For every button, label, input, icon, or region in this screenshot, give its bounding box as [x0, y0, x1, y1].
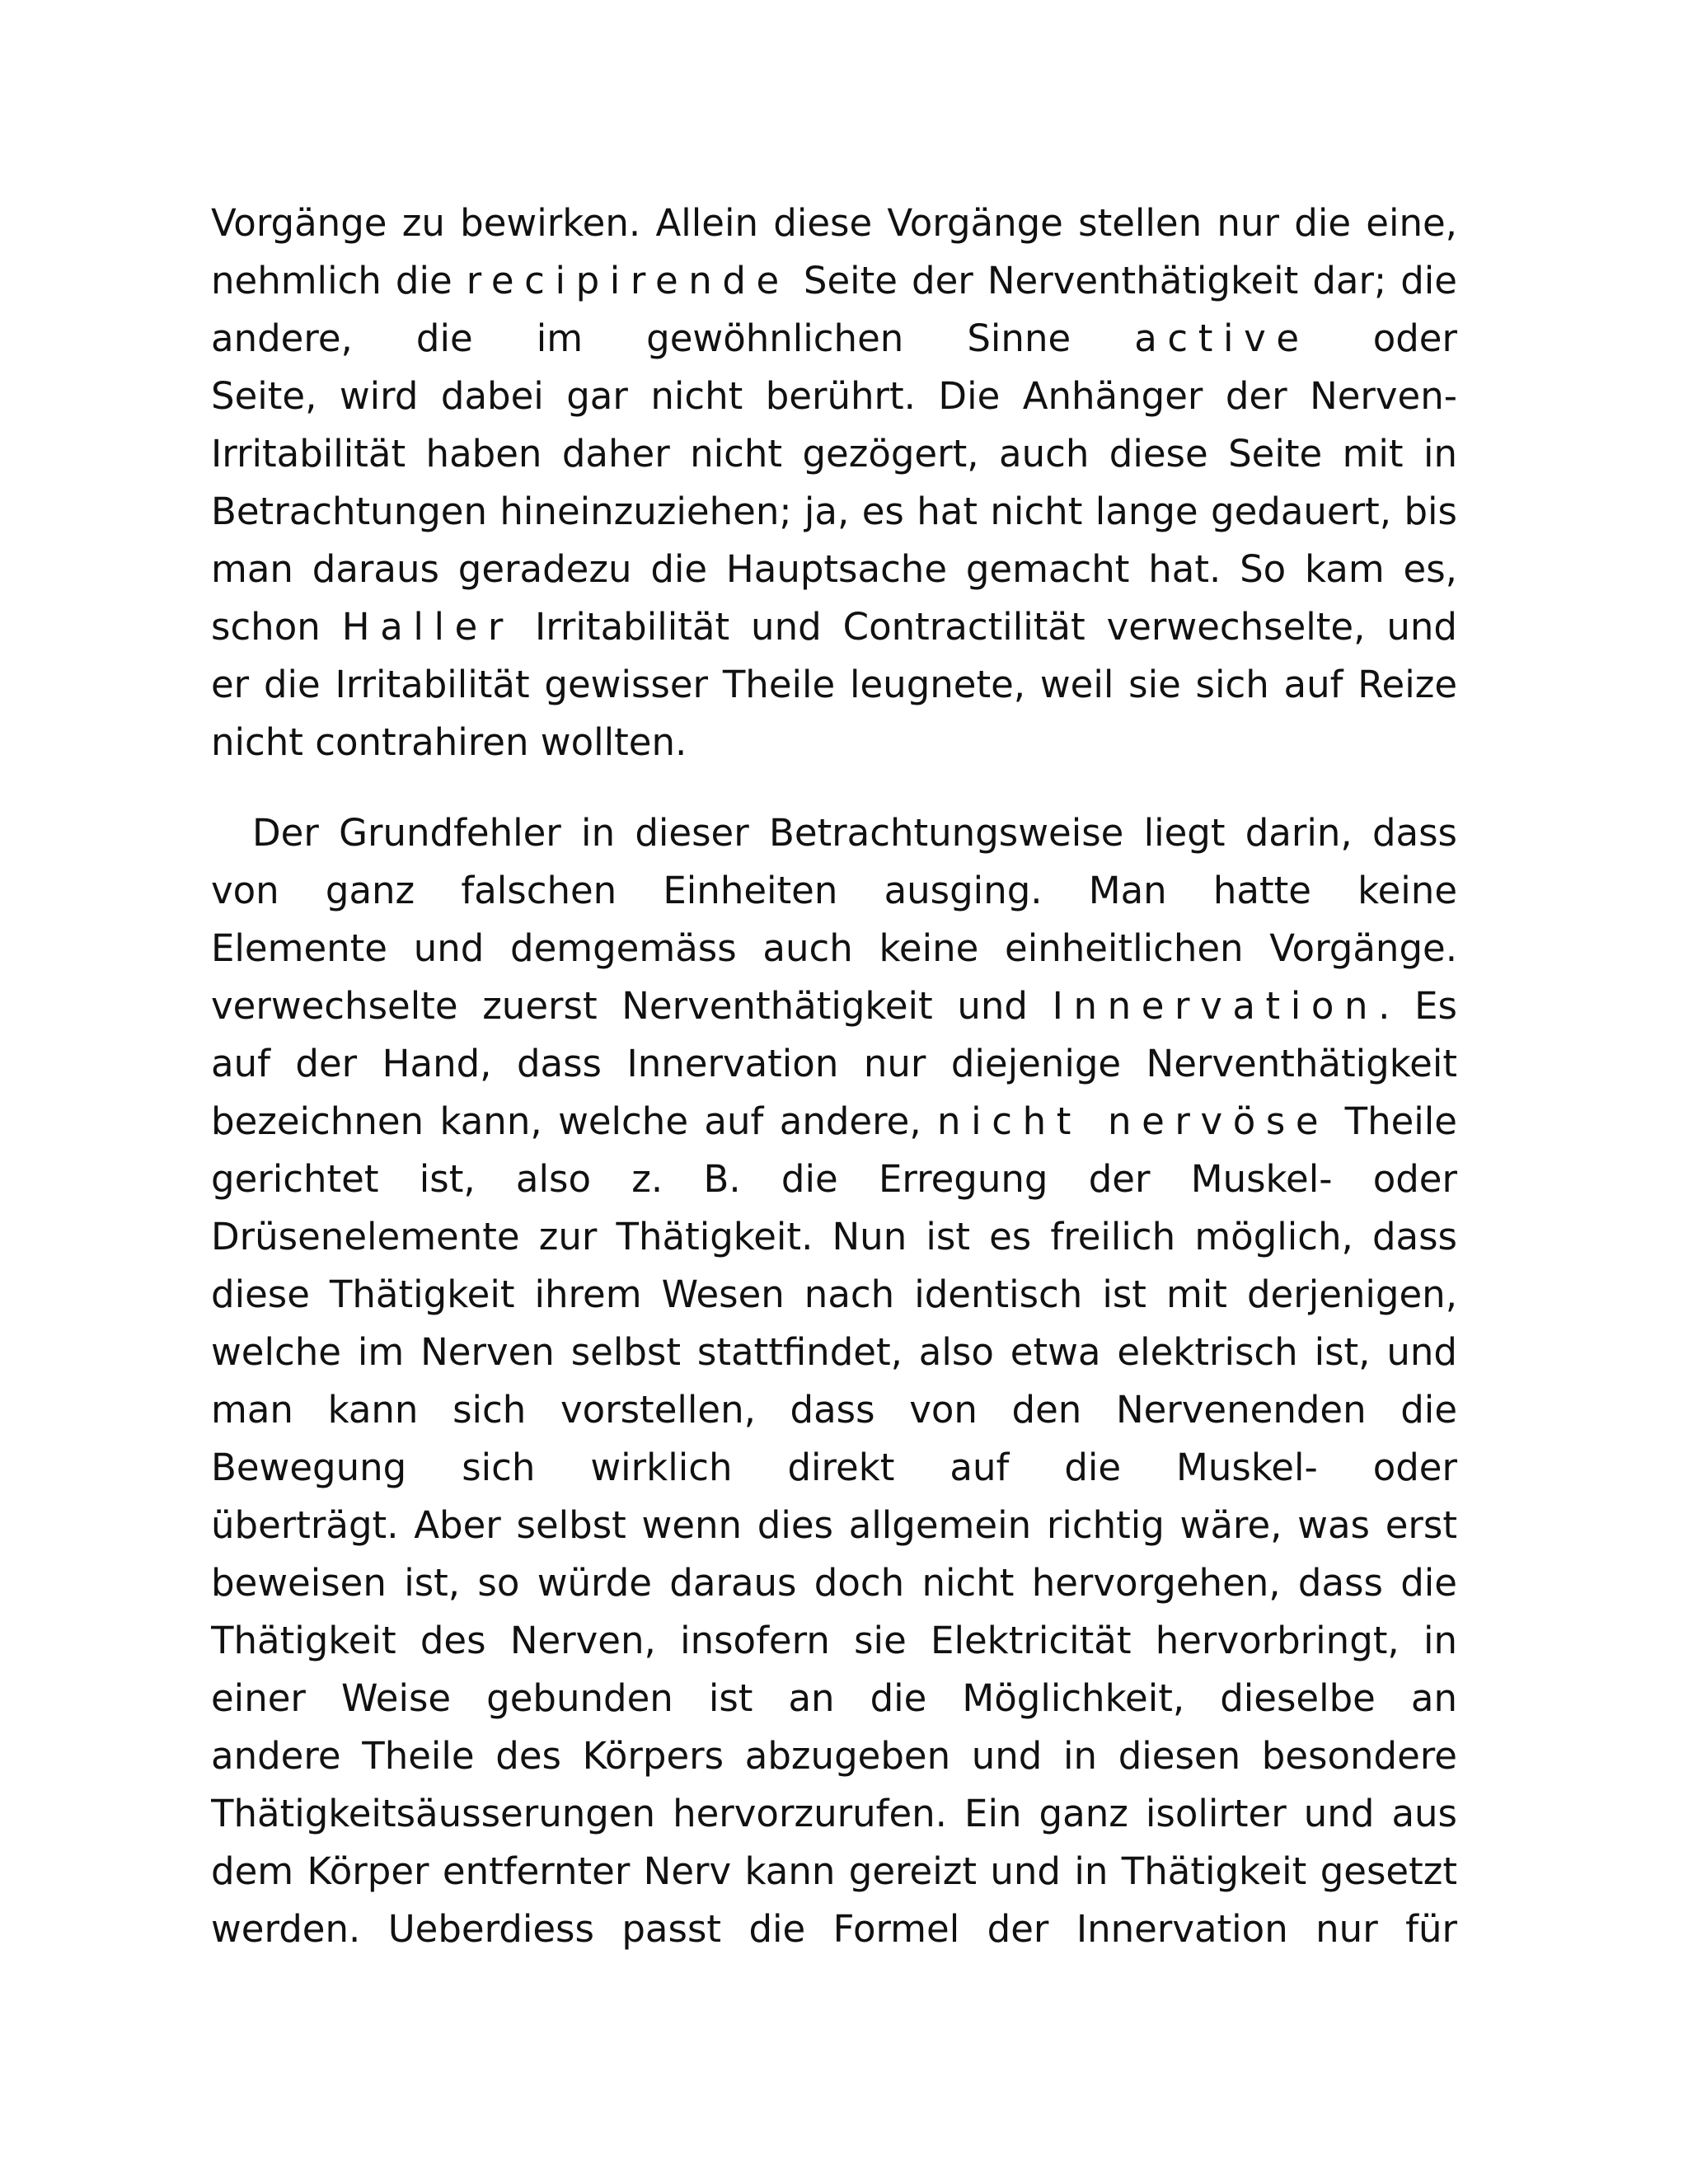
text-run: bezeichnen kann, welche auf andere,	[211, 1099, 938, 1143]
text-run: andere Theile des Körpers abzugeben und in diesen besondere	[211, 1734, 1457, 1778]
text-line	[211, 656, 1457, 714]
text-line	[211, 920, 1457, 977]
text-line	[211, 1785, 1457, 1843]
text-run: von ganz falschen Einheiten ausging. Man hatte keine	[211, 869, 1457, 912]
text-line	[211, 862, 1457, 920]
text-line	[211, 541, 1457, 598]
text-line	[211, 1035, 1457, 1093]
text-line	[211, 804, 1457, 862]
text-line	[211, 1151, 1457, 1208]
paragraph-break	[211, 771, 1457, 804]
text-line	[211, 1439, 1457, 1497]
text-run: Bewegung sich wirklich direkt auf die Muskel- oder	[211, 1446, 1457, 1489]
text-line	[211, 1612, 1457, 1670]
text-run: Irritabilität und Contractilität verwechselte, und	[534, 605, 1457, 649]
text-run: Thätigkeitsäusserungen hervorzurufen. Ein ganz isolirter und aus	[211, 1792, 1457, 1835]
spaced-emphasis: nicht nervöse	[937, 1099, 1329, 1143]
text-line	[211, 598, 1457, 656]
text-run: Elemente und demgemäss auch keine einheitlichen Vorgänge.	[211, 926, 1457, 970]
text-run: Vorgänge zu bewirken. Allein diese Vorgänge stellen nur die eine,	[211, 201, 1457, 245]
text-run: Drüsenelemente zur Thätigkeit. Nun ist es freilich möglich, dass	[211, 1215, 1457, 1258]
text-run: man kann sich vorstellen, dass von den Nervenenden die	[211, 1388, 1457, 1432]
text-line	[211, 977, 1457, 1035]
text-line	[211, 1670, 1457, 1727]
text-line	[211, 1093, 1457, 1151]
text-run: nicht contrahiren wollten.	[211, 720, 687, 764]
spaced-emphasis: recipirende	[466, 259, 790, 302]
text-run: werden. Ueberdiess passt die Formel der Innervation nur für	[211, 1907, 1457, 1951]
text-line	[211, 483, 1457, 541]
text-run: nehmlich die	[211, 259, 467, 302]
text-line	[211, 425, 1457, 483]
text-run: verwechselte zuerst Nerventhätigkeit und	[211, 984, 1053, 1028]
text-line	[211, 252, 1457, 310]
text-run: beweisen ist, so würde daraus doch nicht hervorgehen, dass die	[211, 1561, 1457, 1605]
text-line	[211, 1208, 1457, 1266]
text-line	[211, 1900, 1457, 1958]
text-line	[211, 1324, 1457, 1381]
text-line	[211, 714, 1457, 771]
text-line	[211, 1843, 1457, 1900]
text-line	[211, 1266, 1457, 1324]
text-run: . Es	[1378, 984, 1457, 1028]
text-run: Seite, wird dabei gar nicht berührt. Die Anhänger der Nerven-	[211, 374, 1457, 418]
text-run: dem Körper entfernter Nerv kann gereizt und in Thätigkeit gesetzt	[211, 1849, 1457, 1893]
text-run: oder	[1309, 316, 1457, 360]
text-run: gerichtet ist, also z. B. die Erregung der Muskel- oder	[211, 1157, 1457, 1201]
text-run: diese Thätigkeit ihrem Wesen nach identisch ist mit derjenigen,	[211, 1272, 1457, 1316]
text-run: er die Irritabilität gewisser Theile leugnete, weil sie sich auf Reize	[211, 663, 1457, 706]
text-run: andere, die im gewöhnlichen Sinne	[211, 316, 1135, 360]
text-run: schon	[211, 605, 342, 649]
text-run: man daraus geradezu die Hauptsache gemacht hat. So kam es,	[211, 547, 1457, 591]
body-text	[211, 194, 1457, 1958]
text-line	[211, 1497, 1457, 1554]
text-run: Thätigkeit des Nerven, insofern sie Elektricität hervorbringt, in	[211, 1619, 1457, 1662]
spaced-emphasis: Haller	[341, 605, 513, 649]
text-line	[211, 368, 1457, 425]
text-run: Betrachtungen hineinzuziehen; ja, es hat nicht lange gedauert, bis	[211, 490, 1457, 533]
text-run: einer Weise gebunden ist an die Möglichkeit, dieselbe an	[211, 1676, 1457, 1720]
spaced-emphasis: Innervation	[1052, 984, 1379, 1028]
text-line	[211, 1727, 1457, 1785]
text-run: Irritabilität haben daher nicht gezögert, auch diese Seite mit in	[211, 432, 1457, 476]
text-run: Seite der Nerventhätigkeit dar; die	[789, 259, 1457, 302]
text-run: welche im Nerven selbst stattfindet, also etwa elektrisch ist, und	[211, 1330, 1457, 1374]
text-line	[211, 310, 1457, 368]
text-line	[211, 1554, 1457, 1612]
text-line	[211, 1381, 1457, 1439]
text-run: auf der Hand, dass Innervation nur diejenige Nerventhätigkeit	[211, 1042, 1457, 1085]
text-run: überträgt. Aber selbst wenn dies allgemein richtig wäre, was erst	[211, 1503, 1457, 1547]
text-run: Theile	[1329, 1099, 1457, 1143]
spaced-emphasis: active	[1134, 316, 1310, 360]
text-line	[211, 194, 1457, 252]
text-run: Der Grundfehler in dieser Betrachtungsweise liegt darin, dass	[252, 811, 1457, 855]
